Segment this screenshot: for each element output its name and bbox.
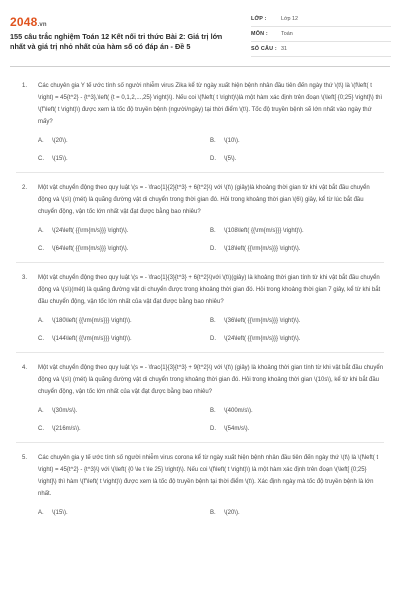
option-key: C. (38, 336, 44, 342)
document-title: 155 câu trắc nghiệm Toán 12 Kết nối tri thức Bài 2: Giá trị lớn nhất và giá trị nhỏ nhất của hàm số có đáp án - Đề 5 (10, 32, 223, 51)
option-key: D. (210, 336, 216, 342)
option-value: \(144\left( {{\rm{m/s}}} \right)\). (52, 336, 132, 342)
option-value: \(108\left( {{\rm{m/s}}} \right)\). (224, 228, 304, 234)
option-key: C. (38, 156, 44, 162)
answer-option-a[interactable] (38, 137, 210, 146)
option-value: \(15\). (52, 156, 68, 162)
option-value: \(15\). (52, 510, 68, 516)
question-divider (16, 172, 384, 173)
option-key: B. (210, 318, 216, 324)
question-1 (0, 80, 400, 164)
meta-key: MÔN : (251, 31, 268, 37)
answer-option-b[interactable] (210, 509, 382, 518)
option-value: \(24\left( {{\rm{m/s}}} \right)\). (224, 336, 301, 342)
answer-option-d[interactable] (210, 425, 382, 434)
meta-value: Toán (281, 31, 293, 37)
answer-option-b[interactable] (210, 407, 382, 416)
answer-option-d[interactable] (210, 155, 382, 164)
option-key: D. (210, 426, 216, 432)
meta-row-subject (251, 27, 391, 42)
question-divider (16, 352, 384, 353)
question-2 (0, 182, 400, 254)
question-divider (16, 442, 384, 443)
question-3 (0, 272, 400, 344)
meta-key: LỚP : (251, 16, 267, 22)
option-value: \(18\left( {{\rm{m/s}}} \right)\). (224, 246, 301, 252)
answer-option-b[interactable] (210, 317, 382, 326)
option-key: A. (38, 138, 44, 144)
option-value: \(5\). (224, 156, 237, 162)
question-5 (0, 452, 400, 518)
page-header (0, 0, 400, 62)
answer-option-a[interactable] (38, 509, 210, 518)
question-number: 1. (22, 83, 28, 89)
question-divider (16, 262, 384, 263)
answer-option-c[interactable] (38, 245, 210, 254)
option-key: B. (210, 408, 216, 414)
question-list (0, 80, 400, 518)
site-logo[interactable] (10, 15, 47, 29)
meta-value: 31 (281, 46, 287, 52)
logo-text: 2048 (10, 15, 38, 29)
option-value: \(20\). (224, 510, 240, 516)
option-key: B. (210, 228, 216, 234)
option-value: \(54m/s\). (224, 426, 250, 432)
option-value: \(400m/s\). (224, 408, 253, 414)
answer-options (38, 509, 384, 518)
option-key: C. (38, 246, 44, 252)
question-text: Các chuyên gia Y tế ước tính số người nhiễm virus Zika kể từ ngày xuất hiện bệnh nhân đầu tiên đến ngày thứ \(t\) là \(f\left( t \right) = 45{t^2} - {t^3},\left( {t = 0,1,2,...,25} \right)\). Nếu coi \(f\left( t \right)\)là một hàm xác định trên đoạn \(\left[ {0;25} \right]\) thì \(f'\left( t \right)\) được xem là tốc độ truyền bệnh (người/ngày) tại thời điểm \(t\). Tốc độ truyền bệnh sẽ lớn nhất vào ngày thứ mấy? (38, 83, 383, 125)
option-key: D. (210, 246, 216, 252)
option-key: B. (210, 138, 216, 144)
answer-option-b[interactable] (210, 227, 382, 236)
logo-suffix: .vn (37, 22, 47, 28)
question-4 (0, 362, 400, 434)
option-value: \(216m/s\). (52, 426, 81, 432)
answer-options (38, 137, 384, 164)
meta-value: Lớp 12 (281, 16, 299, 22)
question-number: 5. (22, 455, 28, 461)
option-value: \(30m/s\). (52, 408, 78, 414)
question-text: Một vật chuyển động theo quy luật \(s = - \frac{1}{2}{t^3} + 6{t^2}\) với \(t\) (giây)là khoảng thời gian từ khi vật bắt đầu chuyển động và \(s\) (mét) là quãng đường vật di chuyển trong thời gian đó. Hỏi trong khoảng thời gian \(6\) giây, kể từ lúc bắt đầu chuyển động, vận tốc lớn nhất vật đạt được bằng bao nhiêu? (38, 185, 370, 215)
option-key: B. (210, 510, 216, 516)
option-value: \(20\). (52, 138, 68, 144)
answer-option-a[interactable] (38, 317, 210, 326)
option-value: \(64\left( {{\rm{m/s}}} \right)\). (52, 246, 129, 252)
meta-table (251, 12, 391, 57)
answer-options (38, 317, 384, 344)
question-text: Một vật chuyển động theo quy luật \(s = - \frac{1}{3}{t^3} + 6{t^2}\)với \(t\)(giây) là khoảng thời gian tính từ khi vật bắt đầu chuyển động và \(s\)(mét) là quãng đường vật di chuyển được trong khoảng thời gian đó. Hỏi trong khoảng thời gian 7 giây, kể từ khi bắt đầu chuyển động, vận tốc lớn nhất của vật đạt được bằng bao nhiêu? (38, 275, 381, 305)
option-key: D. (210, 156, 216, 162)
answer-options (38, 407, 384, 434)
option-value: \(36\left( {{\rm{m/s}}} \right)\). (224, 318, 301, 324)
question-number: 2. (22, 185, 28, 191)
answer-option-c[interactable] (38, 425, 210, 434)
answer-option-d[interactable] (210, 335, 382, 344)
answer-option-c[interactable] (38, 335, 210, 344)
answer-options (38, 227, 384, 254)
question-text: Một vật chuyển động theo quy luật \(s = - \frac{1}{3}{t^3} + 9{t^2}\) với \(t\) (giây) là khoảng thời gian tính từ khi vật bắt đầu chuyển động và \(s\) (mét) là quãng đường vật di chuyển trong khoảng thời gian đó. Hỏi trong khoảng thời gian \(10s\), kể từ khi bắt đầu chuyển động, vận tốc lớn nhất của vật đạt được bằng bao nhiêu? (38, 365, 384, 395)
answer-option-a[interactable] (38, 227, 210, 236)
option-key: A. (38, 318, 44, 324)
answer-option-c[interactable] (38, 155, 210, 164)
meta-row-class (251, 12, 391, 27)
option-key: C. (38, 426, 44, 432)
option-key: A. (38, 408, 44, 414)
meta-row-count (251, 42, 391, 57)
question-text: Các chuyên gia y tế ước tính số người nhiễm virus corona kể từ ngày xuất hiện bệnh nhân đầu tiên đến ngày thứ \(t\) là \(f\left( t \right) = 45{t^2} - {t^3}\) với \(\left( {0 \le t \le 25} \right)\). Nếu coi \(f\left( t \right)\) là một hàm xác định trên đoạn \(\left[ {0;25} \right]\) thì hàm \(f'\left( t \right)\) được xem là tốc độ truyền bệnh tại thời điểm \(t\). Xác định ngày mà tốc độ truyền bệnh là lớn nhất. (38, 455, 379, 497)
question-number: 3. (22, 275, 28, 281)
option-value: \(10\). (224, 138, 240, 144)
answer-option-b[interactable] (210, 137, 382, 146)
option-key: A. (38, 228, 44, 234)
option-value: \(180\left( {{\rm{m/s}}} \right)\). (52, 318, 132, 324)
meta-key: SỐ CÂU : (251, 46, 277, 52)
answer-option-d[interactable] (210, 245, 382, 254)
option-value: \(24\left( {{\rm{m/s}}} \right)\). (52, 228, 129, 234)
option-key: A. (38, 510, 44, 516)
header-divider (10, 66, 390, 67)
answer-option-a[interactable] (38, 407, 210, 416)
question-number: 4. (22, 365, 28, 371)
